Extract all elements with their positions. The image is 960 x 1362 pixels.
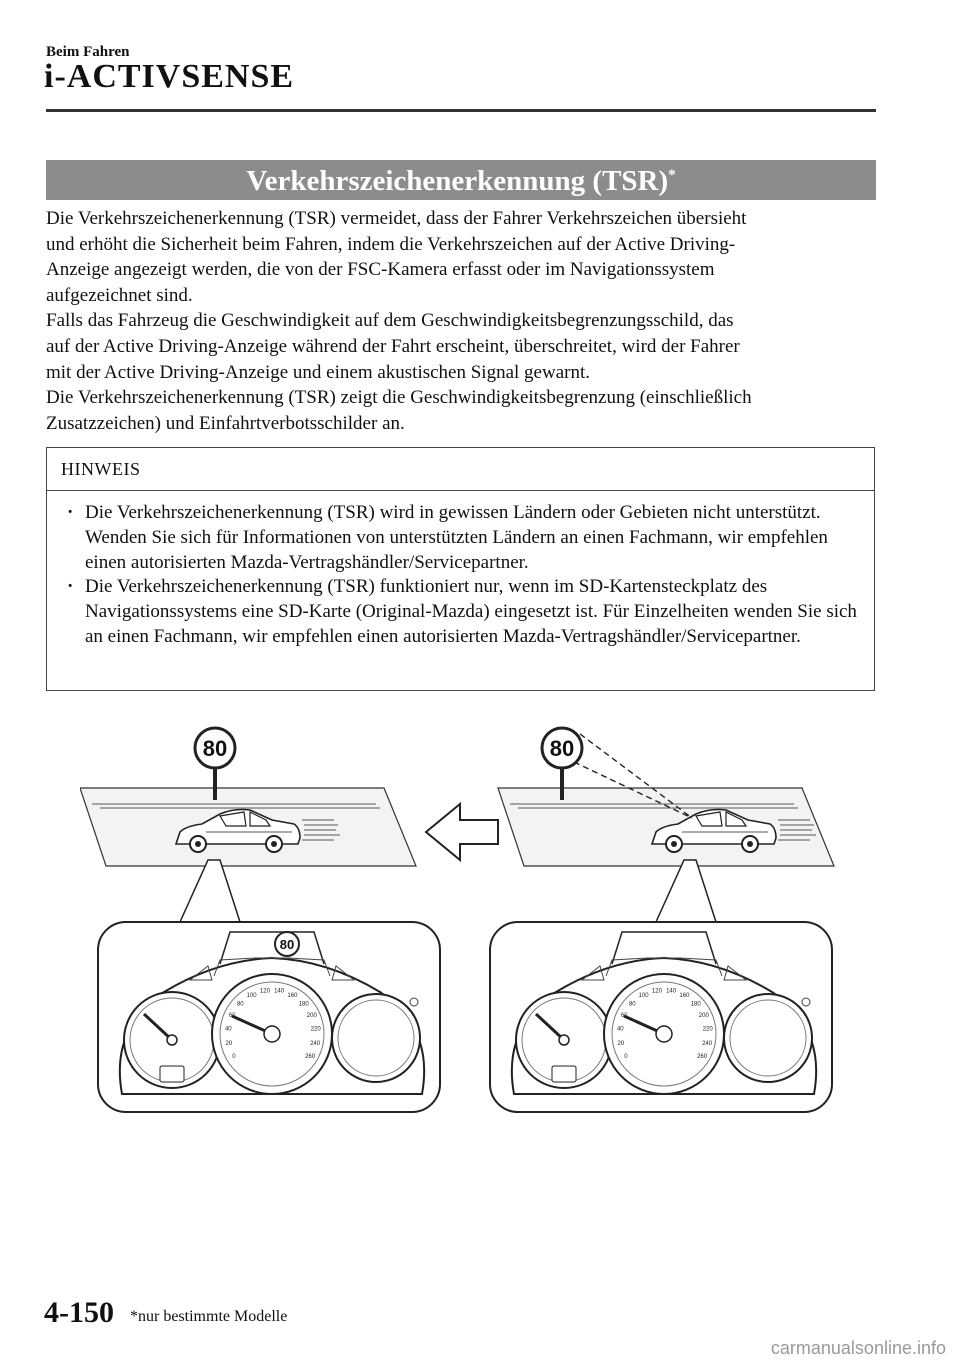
speed-tick-label: 200 [698, 1013, 709, 1020]
note-heading: HINWEIS [47, 448, 874, 491]
intro-line: auf der Active Driving-Anzeige während der Fahrt erscheint, überschreitet, wird der Fahrer [46, 335, 740, 357]
intro-line: Zusatzzeichen) und Einfahrtverbotsschilder an. [46, 412, 405, 434]
topic-title: Verkehrszeichenerkennung (TSR) [246, 165, 669, 197]
speed-tick-label: 240 [702, 1040, 713, 1047]
intro-line: und erhöht die Sicherheit beim Fahren, indem die Verkehrszeichen auf der Active Driving- [46, 233, 736, 255]
note-list [47, 491, 874, 650]
intro-line: Die Verkehrszeichenerkennung (TSR) vermeidet, dass der Fahrer Verkehrszeichen übersieht [46, 208, 747, 229]
speed-tick-label: 220 [702, 1026, 713, 1033]
intro-line: Die Verkehrszeichenerkennung (TSR) zeigt die Geschwindigkeitsbegrenzung (einschließlich [46, 387, 752, 409]
watermark: carmanualsonline.info [770, 1338, 946, 1358]
speed-tick-label: 140 [274, 988, 285, 995]
speed-tick-label: 40 [616, 1026, 624, 1033]
section-label: Beim Fahren [46, 44, 130, 60]
intro-text [46, 206, 882, 436]
footnote-marker: * [668, 167, 676, 183]
speed-tick-label: 0 [232, 1054, 236, 1060]
speed-tick-label: 260 [305, 1054, 316, 1060]
speed-tick-label: 20 [225, 1040, 233, 1047]
speed-tick-label: 180 [298, 1001, 309, 1008]
note-box [46, 447, 875, 691]
speed-tick-label: 0 [624, 1054, 628, 1060]
speed-tick-label: 220 [310, 1026, 321, 1033]
intro-line: Falls das Fahrzeug die Geschwindigkeit auf dem Geschwindigkeitsbegrenzungsschild, das [46, 310, 734, 332]
header-rule [46, 109, 876, 112]
display-speed-sign-label: 80 [279, 937, 295, 952]
speed-tick-label: 100 [246, 993, 257, 999]
intro-line: aufgezeichnet sind. [46, 284, 193, 306]
speed-tick-label: 40 [224, 1026, 232, 1033]
tsr-illustration [80, 720, 860, 1120]
speed-tick-label: 160 [679, 993, 690, 999]
left-scene [80, 728, 440, 1112]
intro-line: Anzeige angezeigt werden, die von der FSC-Kamera erfasst oder im Navigationssystem [46, 259, 715, 281]
speed-tick-label: 80 [628, 1001, 636, 1008]
speed-tick-label: 160 [287, 993, 298, 999]
speed-tick-label: 200 [306, 1013, 317, 1020]
speed-tick-label: 260 [697, 1054, 708, 1060]
speed-tick-label: 240 [310, 1040, 321, 1047]
direction-arrow [426, 804, 498, 860]
speed-tick-label: 120 [259, 988, 270, 995]
speed-tick-label: 120 [651, 988, 662, 995]
footnote: *nur bestimmte Modelle [130, 1308, 288, 1325]
note-item: · Die Verkehrszeichenerkennung (TSR) wird in gewissen Ländern oder Gebieten nicht unterstützt. Wenden Sie sich für Informationen von unterstützten Ländern an einen Fachmann, wir empfehlen einen autorisierten Mazda-Vertragshändler/Servicepartner. [85, 501, 862, 575]
chapter-title: i-ACTIVSENSE [44, 58, 295, 95]
intro-line: mit der Active Driving-Anzeige und einem akustischen Signal gewarnt. [46, 361, 590, 383]
speed-tick-label: 60 [620, 1013, 628, 1020]
speed-limit-sign-right-label: 80 [549, 736, 575, 761]
note-item: · Die Verkehrszeichenerkennung (TSR) funktioniert nur, wenn im SD-Kartensteckplatz des Navigationssystems eine SD-Karte (Original-Mazda) eingesetzt ist. Für Einzelheiten wenden Sie sich an einen Fachmann, wir empfehlen einen autorisierten Mazda-Vertragshändler/Servicepartner. [85, 575, 862, 649]
right-scene [490, 728, 834, 1112]
page-number: 4-150 [44, 1296, 114, 1329]
speed-tick-label: 80 [236, 1001, 244, 1008]
speed-tick-label: 180 [690, 1001, 701, 1008]
speed-tick-label: 100 [638, 993, 649, 999]
speed-tick-label: 140 [666, 988, 677, 995]
topic-title-bar [46, 160, 876, 200]
speed-limit-sign-left-label: 80 [202, 736, 228, 761]
speed-tick-label: 20 [617, 1040, 625, 1047]
speed-tick-label: 60 [228, 1013, 236, 1020]
